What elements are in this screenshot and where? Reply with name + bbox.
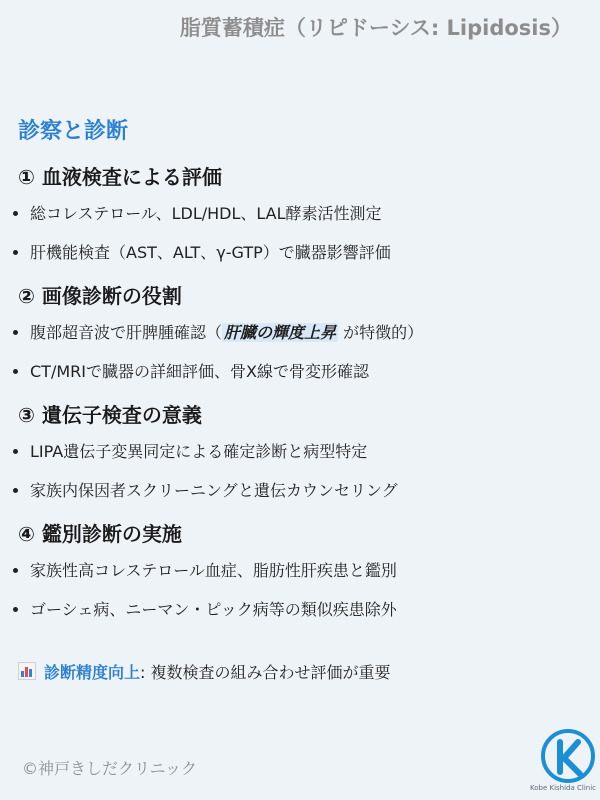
list-item: 肝機能検査（AST、ALT、γ-GTP）で臓器影響評価: [0, 233, 600, 272]
list-item: LIPA遺伝子変異同定による確定診断と病型特定: [0, 432, 600, 471]
list-item: 家族内保因者スクリーニングと遺伝カウンセリング: [0, 471, 600, 510]
list-genetic-test: [0, 432, 600, 510]
heading-blood-test: ① 血液検査による評価: [18, 165, 222, 189]
summary-text: : 複数検査の組み合わせ評価が重要: [140, 663, 391, 682]
heading-imaging: ② 画像診断の役割: [18, 284, 182, 308]
logo-text: Kobe Kishida Clinic: [529, 784, 597, 792]
list-item: CT/MRIで臓器の詳細評価、骨X線で骨変形確認: [0, 352, 600, 391]
bar-chart-icon: [18, 662, 36, 680]
list-blood-test: [0, 194, 600, 272]
summary-line: [18, 659, 391, 687]
heading-genetic-test: ③ 遺伝子検査の意義: [18, 403, 202, 427]
diagnosis-content: [0, 160, 600, 636]
list-item: ゴーシェ病、ニーマン・ピック病等の類似疾患除外: [0, 590, 600, 629]
page-title: 脂質蓄積症（リピドーシス: Lipidosis）: [179, 16, 572, 40]
copyright: ©神戸きしだクリニック: [22, 759, 198, 778]
list-imaging: [0, 313, 600, 391]
list-item: 総コレステロール、LDL/HDL、LAL酵素活性測定: [0, 194, 600, 233]
highlight-text: 肝臓の輝度上昇: [224, 323, 337, 342]
list-differential: [0, 551, 600, 629]
summary-key: 診断精度向上: [44, 663, 141, 682]
item-text-before: 腹部超音波で肝脾腫確認（: [30, 323, 223, 342]
list-item: 家族性高コレステロール血症、脂肪性肝疾患と鑑別: [0, 551, 600, 590]
section-title: 診察と診断: [18, 119, 129, 144]
list-item: [0, 313, 600, 352]
item-text-after: が特徴的）: [338, 323, 424, 342]
heading-differential: ④ 鑑別診断の実施: [18, 522, 182, 546]
